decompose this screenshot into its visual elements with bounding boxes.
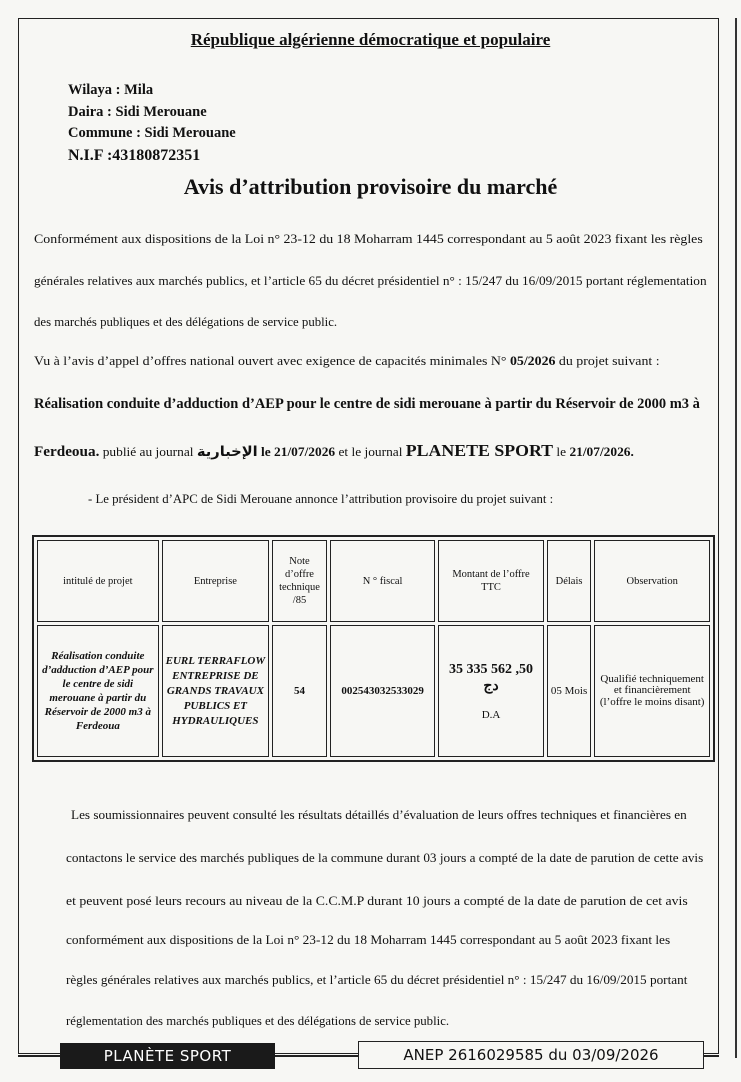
header-observation: Observation: [594, 540, 710, 622]
header-note: Note d’offre technique /85: [272, 540, 327, 622]
montant-value: 35 335 562 ,50 دج: [449, 661, 534, 694]
project-line: Réalisation conduite d’adduction d’AEP pour le centre de sidi merouane à partir du Réservoir de 2000 m3 à: [34, 396, 700, 412]
intro-line-4: [34, 354, 660, 369]
header-delais: Délais: [547, 540, 592, 622]
cell-delais: 05 Mois: [547, 625, 592, 757]
anep-reference: ANEP 2616029585 du 03/09/2026: [358, 1041, 704, 1069]
table-header-row: [37, 540, 710, 622]
publication-date-2: 21/07/2026.: [569, 445, 634, 459]
publication-line: [34, 441, 634, 461]
publication-date-1: le 21/07/2026: [257, 445, 336, 459]
notice-title: Avis d’attribution provisoire du marché: [183, 174, 558, 199]
daira-line: Daira : Sidi Merouane: [68, 103, 207, 120]
header-entreprise: Entreprise: [162, 540, 269, 622]
award-table: [32, 535, 715, 762]
closing-line-3: et peuvent posé leurs recours au niveau de la C.C.M.P durant 10 jours a compté de la date de parution de cet avis: [66, 894, 688, 908]
publication-place: Ferdeoua.: [34, 444, 100, 460]
footer-rule-left: [18, 1055, 60, 1057]
publication-text-1: publié au journal: [99, 445, 197, 459]
cell-observation: Qualifié techniquement et financièrement (l’offre le moins disant): [594, 625, 710, 757]
tender-text-pre: Vu à l’avis d’appel d’offres national ouvert avec exigence de capacités minimales N°: [34, 354, 510, 368]
journal-planete-sport: PLANETE SPORT: [405, 441, 554, 460]
closing-line-5: règles générales relatives aux marchés publics, et l’article 65 du décret présidentiel n° : 15/247 du 16/09/2015 portant: [66, 973, 688, 987]
intro-line-3: des marchés publiques et des délégations de service public.: [34, 315, 338, 329]
publication-text-2: et le journal: [335, 445, 406, 459]
wilaya-line: Wilaya : Mila: [68, 82, 154, 98]
cell-project: Réalisation conduite d’adduction d’AEP pour le centre de sidi merouane à partir du Réservoir de 2000 m3 à Ferdeoua: [37, 625, 159, 757]
closing-line-4: conformément aux dispositions de la Loi n° 23-12 du 18 Moharram 1445 correspondant au 5 août 2023 fixant les: [66, 933, 671, 947]
closing-line-2: contactons le service des marchés publiques de la commune durant 03 jours a compté de la date de parution de cette avis: [66, 851, 704, 865]
announcement-line: - Le président d’APC de Sidi Merouane annonce l’attribution provisoire du projet suivant :: [88, 492, 554, 506]
closing-line-1: Les soumissionnaires peuvent consulté les résultats détaillés d’évaluation de leurs offres techniques et financières en: [71, 808, 687, 822]
closing-line-6: réglementation des marchés publiques et des délégations de service public.: [66, 1014, 450, 1028]
cell-note: 54: [272, 625, 327, 757]
cell-fiscal: 002543032533029: [330, 625, 435, 757]
publisher-badge: PLANÈTE SPORT: [60, 1043, 275, 1069]
header-montant: Montant de l’offre TTC: [438, 540, 543, 622]
footer-rule-middle: [275, 1055, 358, 1057]
header-project: intitulé de projet: [37, 540, 159, 622]
footer-rule-right: [703, 1055, 719, 1057]
header-fiscal: N ° fiscal: [330, 540, 435, 622]
cell-entreprise: EURL TERRAFLOW ENTREPRISE DE GRANDS TRAVAUX PUBLICS ET HYDRAULIQUES: [162, 625, 269, 757]
montant-unit: D.A: [481, 708, 501, 721]
commune-line: Commune : Sidi Merouane: [68, 125, 236, 141]
intro-line-2: générales relatives aux marchés publics, et l’article 65 du décret présidentiel n° : 15/247 du 16/09/2015 portant réglementation: [34, 274, 707, 288]
table-row: [37, 625, 710, 757]
republic-header: République algérienne démocratique et populaire: [190, 30, 551, 49]
nif-line: N.I.F :43180872351: [68, 146, 201, 164]
tender-number: 05/2026: [509, 354, 556, 368]
journal-arabic: الإخبارية: [196, 444, 258, 460]
tender-text-post: du projet suivant :: [555, 354, 660, 368]
cell-montant: [438, 625, 543, 757]
intro-line-1: Conformément aux dispositions de la Loi n° 23-12 du 18 Moharram 1445 correspondant au 5 août 2023 fixant les règles: [34, 232, 703, 246]
administration-block: [68, 80, 236, 166]
publication-text-3: le: [553, 445, 570, 459]
